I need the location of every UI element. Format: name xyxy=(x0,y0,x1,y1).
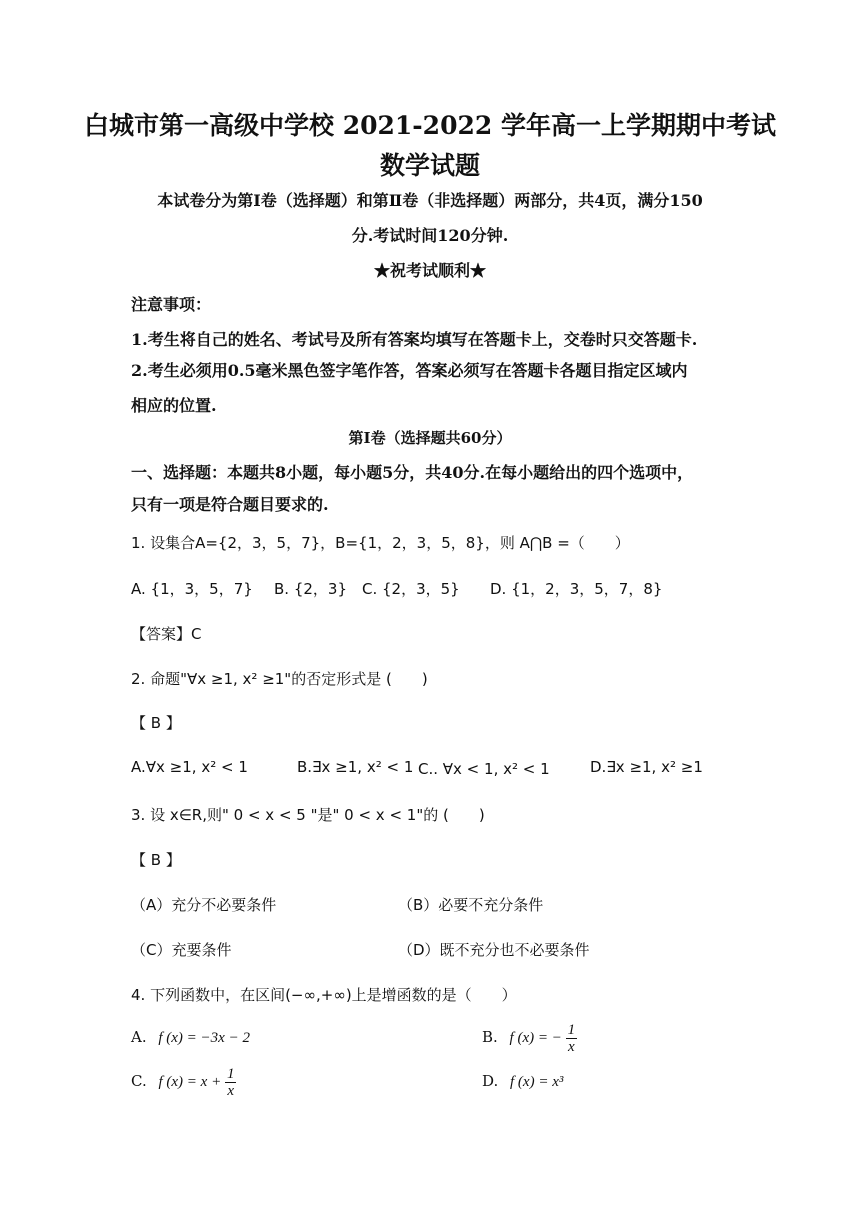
q4-option-d-label: D. xyxy=(482,1072,499,1090)
q4-option-b-denominator: x xyxy=(568,1039,575,1056)
q4-option-d xyxy=(482,1072,563,1091)
q4-option-b-numerator: 1 xyxy=(567,1022,576,1039)
q4-option-c-fraction xyxy=(225,1066,237,1099)
q1-option-b: B. {2，3} xyxy=(274,580,348,598)
intro-line2: 分.考试时间120分钟. xyxy=(351,226,509,245)
q2-option-d: D.∃x ≥1, x² ≥1 xyxy=(590,758,703,776)
part1-heading: 第Ⅰ卷（选择题共60分） xyxy=(348,429,512,447)
q3-option-b: （B）必要不充分条件 xyxy=(398,896,544,914)
q3-option-d: （D）既不充分也不必要条件 xyxy=(398,941,590,959)
q4-option-c-expr: f (x) = x + xyxy=(158,1074,222,1090)
exam-title-line1: 白城市第一高级中学校 2021-2022 学年高一上学期期中考试 xyxy=(84,111,776,140)
section-instruction-line2: 只有一项是符合题目要求的. xyxy=(131,495,329,514)
q3-option-c: （C）充要条件 xyxy=(131,941,232,959)
q3-answer: 【 B 】 xyxy=(131,851,181,869)
q1-option-d: D. {1，2，3，5，7，8} xyxy=(490,580,663,598)
q2-option-a: A.∀x ≥1, x² < 1 xyxy=(131,758,248,776)
q4-option-a-expr: f (x) = −3x − 2 xyxy=(158,1030,250,1046)
q2-option-b: B.∃x ≥1, x² < 1 xyxy=(297,758,414,776)
wish-text: ★祝考试顺利★ xyxy=(373,261,486,280)
q4-option-d-expr: f (x) = x³ xyxy=(510,1074,564,1090)
q1-option-c: C. {2，3，5} xyxy=(362,580,460,598)
q1-option-a: A. {1，3，5，7} xyxy=(131,580,253,598)
q4-option-c-numerator: 1 xyxy=(226,1066,235,1083)
q1-answer: 【答案】C xyxy=(131,625,202,643)
notes-heading: 注意事项： xyxy=(131,295,212,314)
question-4-stem: 4. 下列函数中，在区间(−∞,+∞)上是增函数的是（ ） xyxy=(131,986,517,1004)
q4-option-b-expr: f (x) = − xyxy=(509,1030,562,1046)
note-1: 1.考生将自己的姓名、考试号及所有答案均填写在答题卡上，交卷时只交答题卡. xyxy=(131,330,698,349)
question-1-stem: 1. 设集合A={2，3，5，7}，B={1，2，3，5，8}，则 A⋂B =（ ） xyxy=(131,534,630,552)
q4-option-b xyxy=(482,1018,577,1057)
q2-answer: 【 B 】 xyxy=(131,714,181,732)
q4-option-a-label: A. xyxy=(131,1028,147,1046)
q2-option-c: C.. ∀x < 1, x² < 1 xyxy=(418,760,550,778)
q4-option-b-label: B. xyxy=(482,1028,498,1046)
question-3-stem: 3. 设 x∈R,则" 0 < x < 5 "是" 0 < x < 1"的 ( ) xyxy=(131,806,485,824)
q4-option-b-fraction xyxy=(566,1022,578,1055)
intro-line1: 本试卷分为第Ⅰ卷（选择题）和第Ⅱ卷（非选择题）两部分，共4页，满分150 xyxy=(157,191,703,210)
q3-option-a: （A）充分不必要条件 xyxy=(131,896,277,914)
question-2-stem: 2. 命题"∀x ≥1, x² ≥1"的否定形式是 ( ) xyxy=(131,670,428,688)
note-2-line1: 2.考生必须用0.5毫米黑色签字笔作答，答案必须写在答题卡各题目指定区域内 xyxy=(131,361,688,380)
q4-option-c-label: C. xyxy=(131,1072,147,1090)
q4-option-c-denominator: x xyxy=(227,1083,235,1100)
q4-option-c xyxy=(131,1062,236,1101)
q4-option-a xyxy=(131,1028,250,1047)
section-instruction-line1: 一、选择题：本题共8小题，每小题5分，共40分.在每小题给出的四个选项中， xyxy=(131,463,694,482)
note-2-line2: 相应的位置. xyxy=(131,396,217,415)
exam-title-line2: 数学试题 xyxy=(379,151,480,180)
